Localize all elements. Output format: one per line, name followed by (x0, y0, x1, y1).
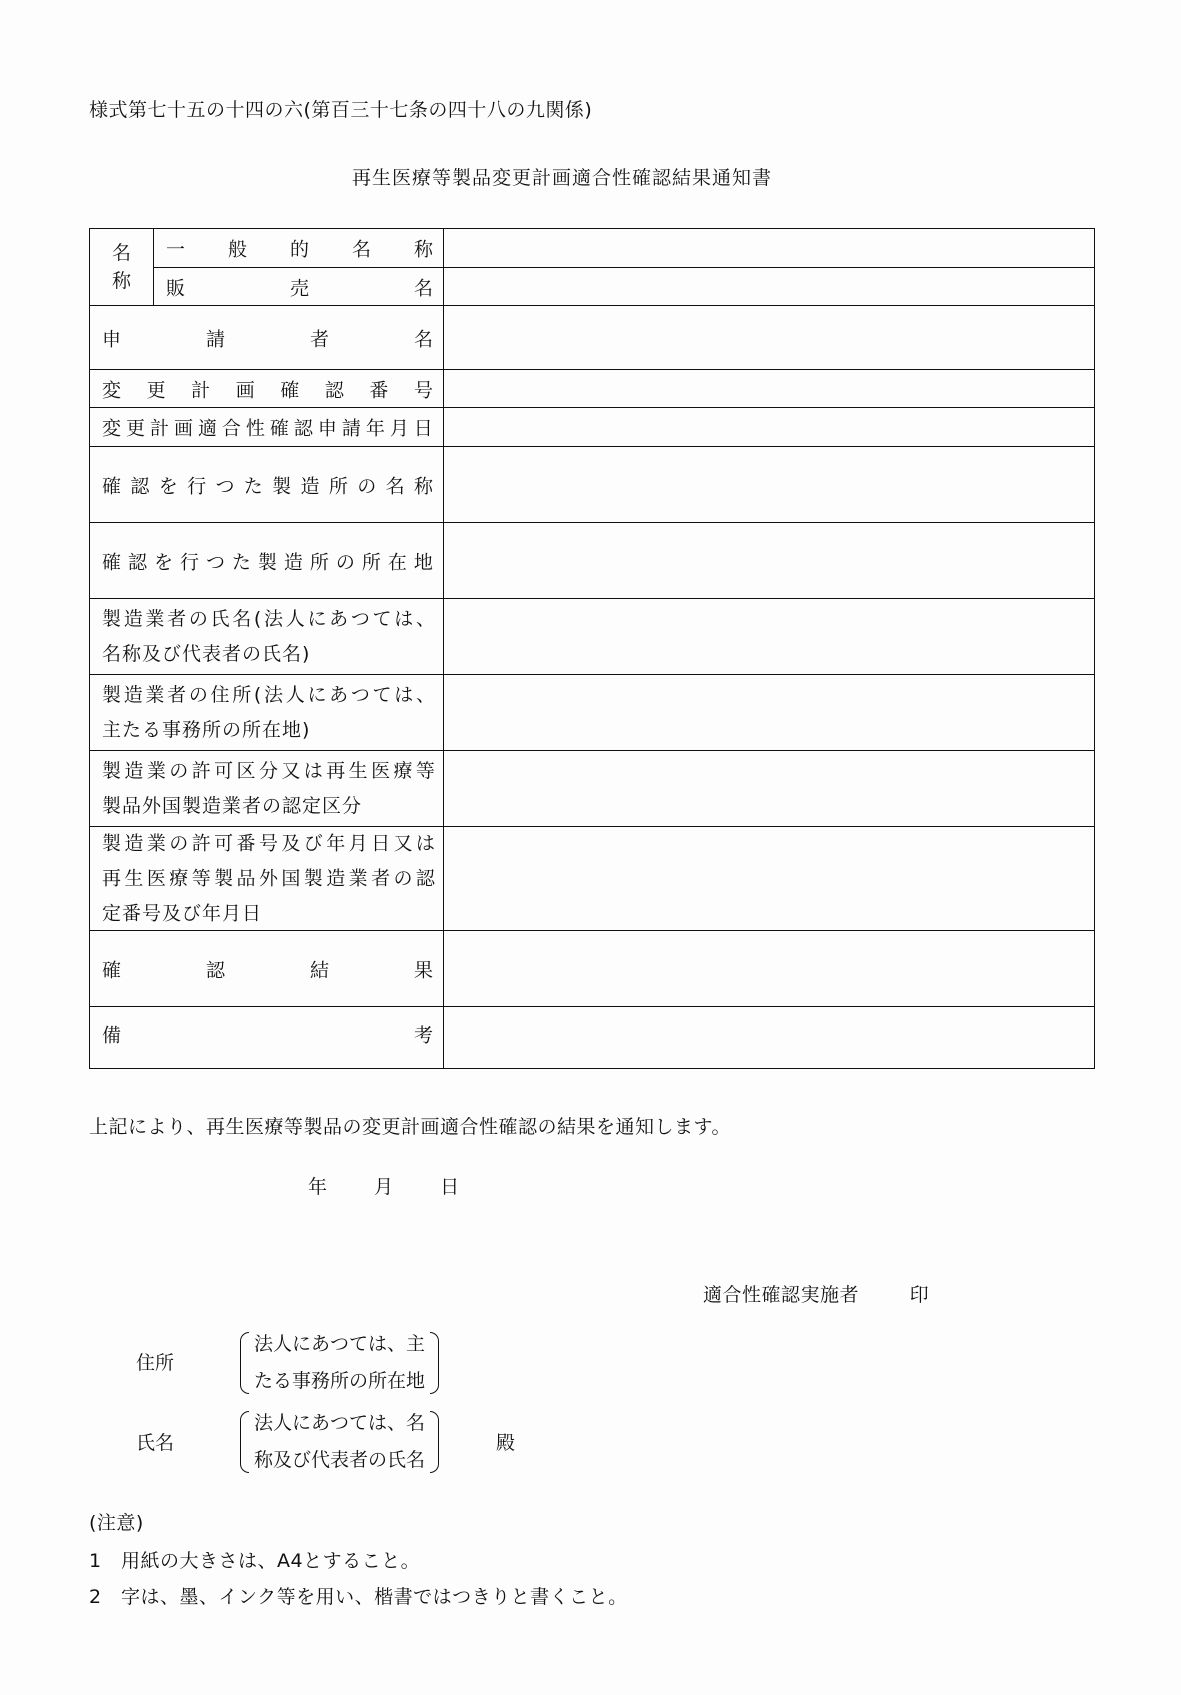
row-facility-location (90, 522, 1094, 598)
row-confirmation-result (90, 930, 1094, 1006)
facility-location-label (102, 547, 433, 574)
general-name-label (166, 235, 433, 262)
note-number: 1 (89, 1550, 102, 1572)
facility-name-label (102, 471, 433, 498)
form-reference: 様式第七十五の十四の六(第百三十七条の四十八の九関係) (89, 99, 593, 121)
row-remarks (90, 1006, 1094, 1068)
seal-mark: 印 (909, 1284, 930, 1306)
note-number: 2 (89, 1586, 102, 1608)
month-unit: 月 (374, 1176, 394, 1198)
label-char: 考 (413, 1024, 433, 1047)
license-category-field[interactable] (444, 751, 1094, 826)
row-applicant-name (90, 305, 1094, 369)
name-note-line: 法人にあつては、名 (254, 1412, 426, 1434)
label-char: 造 (300, 475, 320, 497)
label-char: 一 (166, 238, 186, 261)
label-line: 製 造 業 者 の 氏 名 ( 法 人 に あ つ て は 、 (102, 607, 435, 630)
label-char: 名 (413, 277, 433, 299)
row-facility-name (90, 446, 1094, 522)
label-char: 般 (227, 238, 247, 261)
label-char: 所 (361, 551, 381, 573)
label-line: 定番号及び年月日 (102, 902, 263, 924)
label-char: 製 (257, 551, 277, 573)
label-char: た (243, 475, 263, 497)
implementer-label: 適合性確認実施者 (703, 1284, 860, 1306)
name-group-label-char: 名 (111, 242, 131, 264)
label-char: 計 (149, 417, 169, 440)
row-change-plan-confirmation-number (90, 369, 1094, 407)
remarks-field[interactable] (444, 1007, 1094, 1068)
label-char: 適 (197, 417, 217, 440)
label-char: 称 (413, 238, 433, 261)
manufacturer-name-field[interactable] (444, 599, 1094, 674)
label-line: 製 造 業 者 の 住 所 ( 法 人 に あ つ て は 、 (102, 683, 435, 706)
label-char: 月 (389, 417, 409, 440)
label-char: 認 (205, 959, 225, 981)
label-char: 認 (127, 551, 147, 573)
row-manufacturer-name (90, 598, 1094, 674)
name-note-line: 称及び代表者の氏名 (254, 1449, 426, 1471)
change-plan-confirmation-number-label (102, 375, 433, 402)
label-char: 認 (324, 379, 344, 401)
label-char: 行 (187, 475, 207, 497)
name-group-label (90, 229, 154, 305)
applicant-name-label (102, 324, 433, 351)
row-brand-name (154, 267, 1094, 305)
note-item (89, 1546, 420, 1573)
closing-statement: 上記により、再生医療等製品の変更計画適合性確認の結果を通知します。 (89, 1116, 731, 1138)
label-char: 的 (289, 238, 309, 261)
label-char: 確 (102, 475, 122, 497)
label-char: の (335, 551, 355, 573)
label-char: 名 (385, 475, 405, 497)
label-line: 名称及び代表者の氏名) (102, 642, 311, 665)
label-char: 所 (309, 551, 329, 573)
facility-name-field[interactable] (444, 447, 1094, 522)
row-license-number-date (90, 826, 1094, 930)
note-text: 用紙の大きさは、A4とすること。 (121, 1550, 421, 1572)
label-char: 確 (280, 379, 300, 401)
year-unit: 年 (308, 1176, 328, 1198)
applicant-name-field[interactable] (444, 306, 1094, 369)
honorific: 殿 (496, 1432, 516, 1454)
label-line: 再 生 医 療 等 製 品 外 国 製 造 業 者 の 認 (102, 867, 435, 889)
address-note (240, 1326, 439, 1400)
label-char: た (231, 551, 251, 573)
label-char: 確 (269, 417, 289, 440)
name-note (240, 1405, 439, 1479)
day-unit: 日 (440, 1176, 460, 1198)
label-char: 備 (102, 1024, 122, 1047)
label-char: つ (205, 551, 225, 573)
label-char: 計 (191, 379, 211, 401)
row-application-date (90, 407, 1094, 446)
label-line: 製品外国製造業者の認定区分 (102, 794, 363, 817)
label-char: 結 (309, 959, 329, 981)
label-char: 更 (125, 417, 145, 440)
license-number-date-label (102, 826, 435, 931)
note-text: 字は、墨、インク等を用い、楷書ではつきりと書くこと。 (121, 1586, 628, 1608)
facility-location-field[interactable] (444, 523, 1094, 598)
note-item (89, 1582, 628, 1609)
label-char: 画 (235, 379, 255, 401)
label-line: 製 造 業 の 許 可 区 分 又 は 再 生 医 療 等 (102, 759, 435, 782)
application-date-label (102, 414, 433, 441)
label-char: 者 (309, 328, 329, 350)
label-char: 年 (365, 417, 385, 440)
label-char: 変 (102, 417, 122, 440)
address-label: 住所 (136, 1352, 175, 1374)
license-category-label (102, 754, 435, 824)
manufacturer-name-label (102, 602, 435, 672)
label-char: 申 (317, 417, 337, 440)
label-char: 造 (283, 551, 303, 573)
label-char: 確 (102, 551, 122, 573)
label-char: 性 (245, 417, 265, 440)
label-char: 確 (102, 959, 122, 981)
label-char: 認 (130, 475, 150, 497)
brand-name-field[interactable] (444, 268, 1094, 305)
label-line: 主たる事務所の所在地) (102, 718, 311, 741)
label-char: 名 (351, 238, 371, 261)
brand-name-label (166, 273, 433, 300)
row-manufacturer-address (90, 674, 1094, 750)
document-title: 再生医療等製品変更計画適合性確認結果通知書 (352, 167, 773, 189)
label-char: 地 (413, 551, 433, 573)
date-line[interactable] (308, 1172, 500, 1199)
label-char: 変 (102, 379, 122, 401)
address-note-line: たる事務所の所在地 (254, 1370, 426, 1392)
row-license-category (90, 750, 1094, 826)
label-char: 申 (102, 328, 122, 350)
label-char: を (153, 551, 173, 573)
label-char: 合 (221, 417, 241, 440)
label-char: 行 (179, 551, 199, 573)
label-char: 号 (413, 379, 433, 401)
license-number-date-field[interactable] (444, 827, 1094, 930)
label-char: 製 (272, 475, 292, 497)
label-char: 認 (293, 417, 313, 440)
label-char: 果 (413, 959, 433, 981)
label-line: 製 造 業 の 許 可 番 号 及 び 年 月 日 又 は (102, 832, 435, 854)
label-char: 更 (146, 379, 166, 401)
label-char: 売 (289, 277, 309, 299)
label-char: 日 (413, 417, 433, 440)
general-name-field[interactable] (444, 229, 1094, 267)
label-char: 画 (173, 417, 193, 440)
label-char: 番 (369, 379, 389, 401)
implementer-line (703, 1280, 929, 1307)
notes-title: (注意) (89, 1512, 144, 1534)
change-plan-confirmation-number-field[interactable] (444, 370, 1094, 407)
address-note-line: 法人にあつては、主 (254, 1333, 426, 1355)
remarks-label (102, 1020, 433, 1047)
confirmation-result-label (102, 955, 433, 982)
name-label: 氏名 (136, 1432, 175, 1454)
application-date-field[interactable] (444, 408, 1094, 446)
label-char: 在 (387, 551, 407, 573)
label-char: 所 (328, 475, 348, 497)
confirmation-result-field[interactable] (444, 931, 1094, 1006)
label-char: 称 (413, 475, 433, 497)
manufacturer-address-label (102, 678, 435, 748)
row-general-name (154, 229, 1094, 267)
label-char: 請 (205, 328, 225, 350)
name-group-label-char: 称 (111, 270, 131, 292)
label-char: を (158, 475, 178, 497)
label-char: 請 (341, 417, 361, 440)
label-char: つ (215, 475, 235, 497)
label-char: 販 (166, 277, 186, 299)
notification-form-table (89, 228, 1095, 1069)
manufacturer-address-field[interactable] (444, 675, 1094, 750)
label-char: 名 (413, 328, 433, 350)
label-char: の (357, 475, 377, 497)
